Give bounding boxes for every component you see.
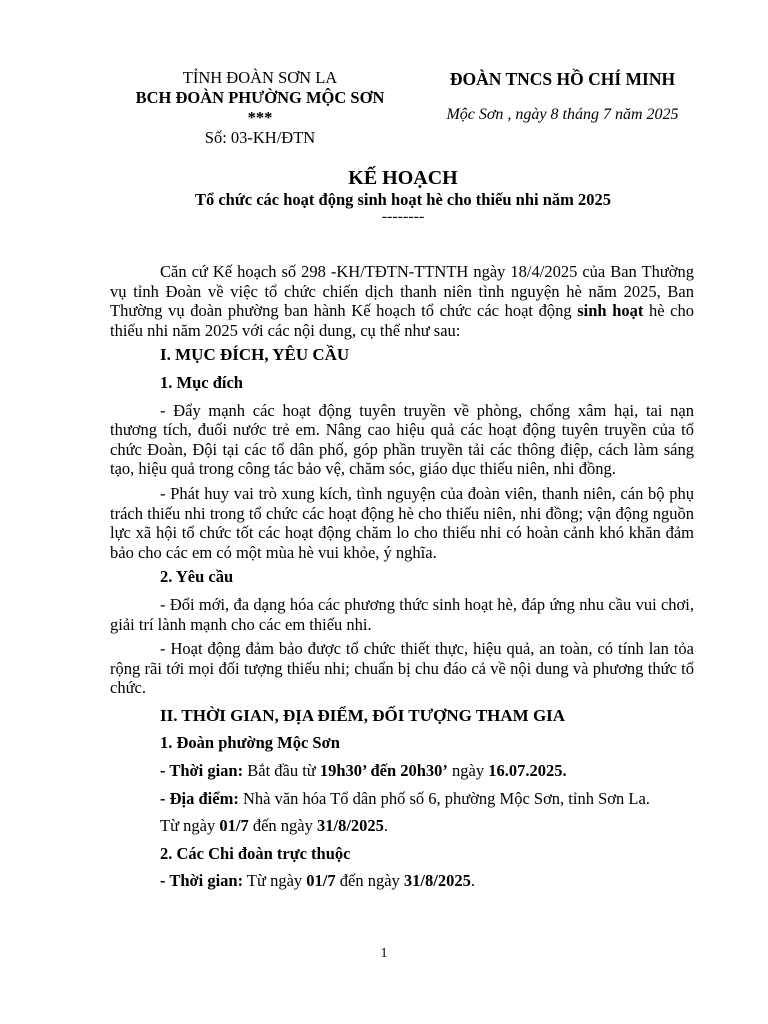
province-union: TỈNH ĐOÀN SƠN LA (182, 68, 338, 87)
section-heading-time-place: II. THỜI GIAN, ĐỊA ĐIỂM, ĐỐI TƯỢNG THAM GIA (160, 705, 566, 725)
time2-text-2: đến ngày (335, 871, 404, 891)
section-heading-purpose: I. MỤC ĐÍCH, YÊU CẦU (160, 345, 350, 365)
document-title: KẾ HOẠCH (348, 167, 458, 189)
time2-text: Từ ngày (243, 871, 307, 891)
range-period: . (383, 816, 389, 836)
range-end: 31/8/2025 (316, 816, 384, 836)
issuer-block (105, 68, 415, 148)
organization-name: ĐOÀN TNCS HỒ CHÍ MINH (449, 69, 676, 89)
title-divider: -------- (381, 208, 425, 225)
document-subtitle: Tổ chức các hoạt động sinh hoạt hè cho thiếu nhi năm 2025 (194, 190, 612, 209)
intro-text-end: hè cho thiếu nhi năm 2025 với các nội dung, cụ thể như sau: (110, 301, 694, 340)
time-text-2: ngày (447, 761, 489, 781)
separator-stars: *** (247, 108, 273, 127)
subheading-purpose: 1. Mục đích (160, 372, 243, 392)
range-start: 01/7 (219, 816, 249, 836)
time-line-branches (110, 871, 694, 891)
paragraph-purpose-1: - Đẩy mạnh các hoạt động tuyên truyền về phòng, chống xâm hại, tai nạn thương tích, đuối nước trẻ em. Nâng cao hiệu quả các hoạt động tuyên truyền của tổ chức Đoàn, Đội tại các tổ dân phố, góp phần truyền tải các thông điệp, cách làm sáng tạo, hiệu quả trong công tác bảo vệ, chăm sóc, giáo dục thiếu niên, nhi đồng. (110, 400, 694, 479)
range-text-2: đến ngày (248, 816, 317, 836)
paragraph-requirements-2: - Hoạt động đảm bảo được tổ chức thiết thực, hiệu quả, an toàn, có tính lan tỏa rộng rãi tới mọi đối tượng thiếu nhi; chuẩn bị chu đáo cả về nội dung và phương thức tổ chức. (110, 639, 694, 698)
time-text: Bắt đầu từ (243, 761, 320, 781)
intro-bold-text: sinh hoạt (577, 301, 644, 321)
subheading-branches: 2. Các Chi đoàn trực thuộc (160, 843, 351, 863)
intro-paragraph (110, 262, 694, 340)
document-number: Số: 03-KH/ĐTN (204, 128, 316, 147)
time-date: 16.07.2025. (488, 761, 567, 781)
time2-period: . (470, 871, 475, 891)
time-label-2: - Thời gian: (160, 871, 244, 891)
ward-committee: BCH ĐOÀN PHƯỜNG MỘC SƠN (135, 88, 385, 107)
intro-text: Căn cứ Kế hoạch số 298 -KH/TĐTN-TTNTH ngày 18/4/2025 của Ban Thường vụ tỉnh Đoàn về việc tổ chức chiến dịch thanh niên tình nguyện hè năm 2025, Ban Thường vụ đoàn phường ban hành Kế hoạch tổ chức các hoạt động (110, 262, 694, 321)
place-text: Nhà văn hóa Tổ dân phố số 6, phường Mộc Sơn, tỉnh Sơn La. (238, 788, 650, 808)
time-line-ward (110, 761, 694, 781)
time2-end: 31/8/2025 (403, 871, 471, 891)
paragraph-requirements-1: - Đổi mới, đa dạng hóa các phương thức sinh hoạt hè, đáp ứng nhu cầu vui chơi, giải trí lành mạnh cho các em thiếu nhi. (110, 594, 694, 634)
document-body (110, 262, 694, 899)
place-line (110, 789, 694, 809)
range-text: Từ ngày (160, 816, 220, 836)
subheading-ward-union: 1. Đoàn phường Mộc Sơn (160, 733, 340, 753)
page-number: 1 (380, 946, 388, 961)
place-label: - Địa điểm: (160, 788, 239, 808)
time2-start: 01/7 (306, 871, 336, 891)
title-block (110, 166, 696, 224)
paragraph-purpose-2: - Phát huy vai trò xung kích, tình nguyện của đoàn viên, thanh niên, cán bộ phụ trách thiếu nhi trong tổ chức các hoạt động hè cho thiếu niên, nhi đồng; vận động nguồn lực xã hội tổ chức tốt các hoạt động chăm lo cho thiếu nhi có hoàn cảnh khó khăn đảm bảo cho các em có một mùa hè vui khỏe, ý nghĩa. (110, 483, 694, 562)
document-date: Mộc Sơn , ngày 8 tháng 7 năm 2025 (446, 106, 679, 123)
time-hours: 19h30’ đến 20h30’ (319, 761, 448, 781)
time-label: - Thời gian: (160, 761, 244, 781)
org-date-block (420, 68, 705, 124)
date-range-line (110, 816, 694, 836)
subheading-requirements: 2. Yêu cầu (160, 567, 234, 587)
